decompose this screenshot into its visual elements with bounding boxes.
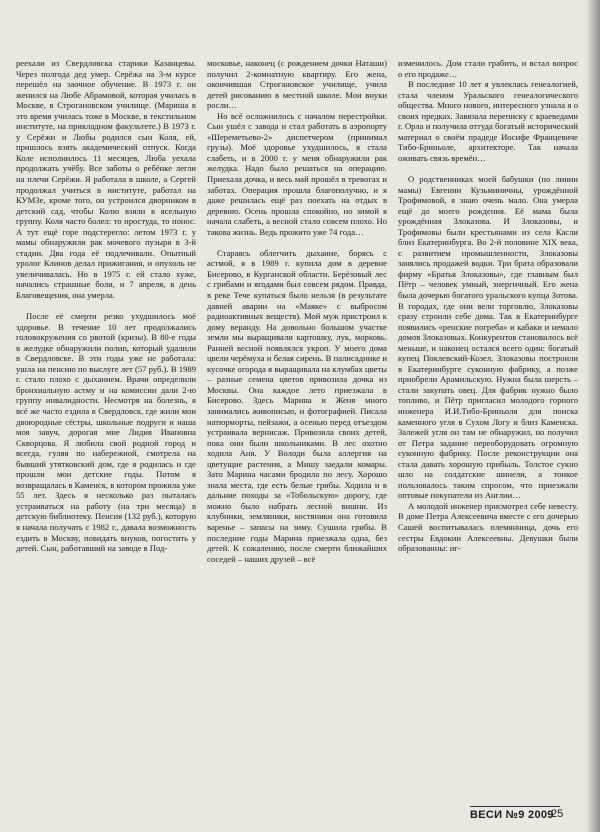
paragraph: изменилось. Дом стали грабить, и встал вопрос о его продаже… bbox=[398, 58, 578, 79]
paragraph: реехали из Свердловска старики Казанцевы. Через полгода дед умер. Серёжа на 3-м курсе перешёл на заочное обучение. В 1973 г. он женился на Любе Абрамовой, которая училась в Москве, в Строгановском училище. (Мариша в это время училась тоже в Москве, в текстильном институте, на прикладном факультете.) В 1973 г. у Серёжи и Любы родился сын Коля, ей, пришлось взять академический отпуск. Когда Коле исполнилось 11 месяцев, Люба уехала продолжать учёбу. Все заботы о ребёнке легли на плечи Серёжи. Я работала в школе, а Сергей продолжал учиться в институте, работал на КУМЗе, кроме того, он устроился дворником в детский сад, чтобы Колю взяли в ясельную группу. Коля часто болел: то простуда, то понос. А тут ещё горе подстерегло: летом 1973 г. у мамы обнаружили рак мочевого пузыря в 3-й стадии. Два года её подлечивали. Опытный уролог Клинов делал прижигания, и опухоль не увеличивалась. Но в 1975 г. ей стало хуже, начались страшные боли, и 7 апреля, в день Благовещения, она умерла. bbox=[16, 58, 196, 301]
column-middle bbox=[207, 58, 387, 793]
page-number: 25 bbox=[551, 808, 564, 820]
paragraph: О родственниках моей бабушки (по линии мамы) Евгении Кузьминичны, урождённой Трофимовой, я знаю очень мало. Она умерла ещё до моего рождения. Её мама была урождённая Злоказова. И Злоказовы, и Трофимовы были крестьянами из села Касли близ Екатеринбурга. Во 2-й половине XIX века, с развитием промышленности, Злоказовы занялись продажей водки. Три брата образовали фирму «Братья Злоказовы», где главным был Пётр – человек умный, энергичный. Его жена была дочерью богатого уральского купца Зотова. В городах, где они вели торговлю, Злоказовы сразу строили себе дома. Так в Екатеринбурге появились «ренские погреба» и кабаки и немало домов Злоказовых. Конкурентов становилось всё меньше, и наконец остался всего один: богатый купец Поклевский-Козел. Злоказовы построили в Екатеринбурге суконную фабрику, а позже приобрели Арамильскую. Нужна была шерсть – стали закупать овец. Для фабрик нужно было топливо, и Пётр пригласил молодого горного инженера И.И.Тибо-Бриньоля для поиска каменного угля в Сухом Логу и близ Каменска. Залежей угля он там не обнаружил, но получил от Петра задание переоборудовать огромную суконную фабрику. После реконструкции она стала давать хорошую прибыль. Толстое сукно шло на солдатские шинели, а тонкое пользовалось таким спросом, что приезжали оптовые покупатели из Англии… bbox=[398, 173, 578, 501]
magazine-title: ВЕСИ №9 2009 bbox=[470, 809, 554, 821]
paragraph: Стараясь облегчить дыхание, борясь с астмой, я в 1989 г. купила дом в деревне Бисерово, в Курганской области. Берёзовый лес с грибами и ягодами был совсем рядом. Правда, в реке Тече купаться было нельзя (в результате давней аварии на «Маяке» с выбросом радиоактивных веществ). Мой муж пристроил к дому веранду. На довольно большом участке земли мы выращивали картошку, лук, морковь. Ранней весной появлялся укроп. У моего дома цвели черёмуха и белая сирень. В палисаднике и кусочке огорода я выращивала на клумбах цветы – разные семена цветов привозила дочка из Москвы. Она каждое лето приезжала в Бисерово. Здесь Марина и Женя много занимались живописью, и фотографией. Писала натюрморты, пейзажи, а осенью перед отъездом устраивала вернисаж. Привозила своих детей, пока они были школьниками. В лес охотно ходила Аня. У Володи была аллергия на цветущие растения, а Мишу заедали комары. Зато Марина часами бродила по лесу. Хорошо знала места, где есть белые грибы. Ходила и в дальние походы за «Тобольскую» дорогу, где можно было набрать лесной вишни. Из клубники, земляники, костяники она готовила варенье – запасы на зиму. Сушила грибы. В последние годы Марина приезжала одна, без детей. К сожалению, после смерти ближайших соседей – наших друзей – всё bbox=[207, 247, 387, 564]
column-left bbox=[16, 58, 196, 793]
page-edge-shadow bbox=[586, 0, 600, 832]
footer-rule bbox=[470, 806, 560, 807]
column-right bbox=[398, 58, 578, 793]
article-body bbox=[16, 58, 578, 793]
paragraph: А молодой инженер присмотрел себе невесту. В доме Петра Алексеевича вместе с его дочерью Сашей воспитывалась племянница, дочь его сестры Евдокии Алексеевны. Девушки были образованны: иг- bbox=[398, 500, 578, 554]
paragraph: В последние 10 лет я увлеклась генеалогией, стала членом Уральского генеалогического общества. Много нового, интересного узнала я о своих предках. Завязала переписку с краеведами г. Орла и получила оттуда богатый исторический материал о своём прадеде Иосифе Францевиче Тибо-Бриньоле, архитекторе. Так начала оживать связь времён… bbox=[398, 79, 578, 163]
page-footer bbox=[0, 800, 600, 826]
paragraph: московье, наконец (с рождением дочки Наташи) получил 2-комнатную квартиру. Его жена, окончившая Строгановское училище, учила детей рисованию в местной школе. Мои внуки росли… bbox=[207, 58, 387, 111]
paragraph: Но всё осложнилось с началом перестройки. Сын ушёл с завода и стал работать в аэропорту «Шереметьево-2» диспетчером (принимал грузы). Моё здоровье ухудшилось, я стала слабеть, и в 2000 г. у меня обнаружили рак желудка. Надо было решаться на операцию. Приехала дочка, и весь май прошёл в тревогах и заботах. Операция прошла благополучно, и я даже решилась ещё раз поехать на отдых в деревню. Осень прошла спокойно, но зимой я начала слабеть, а весной стало совсем плохо. Но такова жизнь. Ведь прожито уже 74 года… bbox=[207, 110, 387, 237]
paragraph: После её смерти резко ухудшилось моё здоровье. В течение 10 лет продолжались головокружения со рвотой (кризы). В 80-е годы в желудке обнаружили полип, который удалили в Свердловске. В эти годы уже не работала: ушла на пенсию по выслуге лет (57 руб.). В 1989 г. стало плохо с дыханием. Врачи определили бронхиальную астму и на комиссии дали 2-ю группу инвалидности. Несмотря на болезнь, я всё же часто ездила в Свердловск, где жили мои двоюродные сёстры, школьные подруги и наша моя завуч, дорогая мне Лидия Ивановна Скворцова. Я любила свой родной город и всегда, гуляя по набережной, смотрела на бывший утятковский дом, где я родилась и где прошли мои детские годы. Потом я возвращалась в Каменск, в котором прожила уже 55 лет. Здесь я несколько раз пыталась устраиваться на работу (на три месяца) в детскую библиотеку. Пенсия (132 руб.), которую я начала получать с 1982 г., давала возможность ездить в Москву, повидать внуков, погостить у детей. Сын, работавший на заводе в Под- bbox=[16, 311, 196, 554]
